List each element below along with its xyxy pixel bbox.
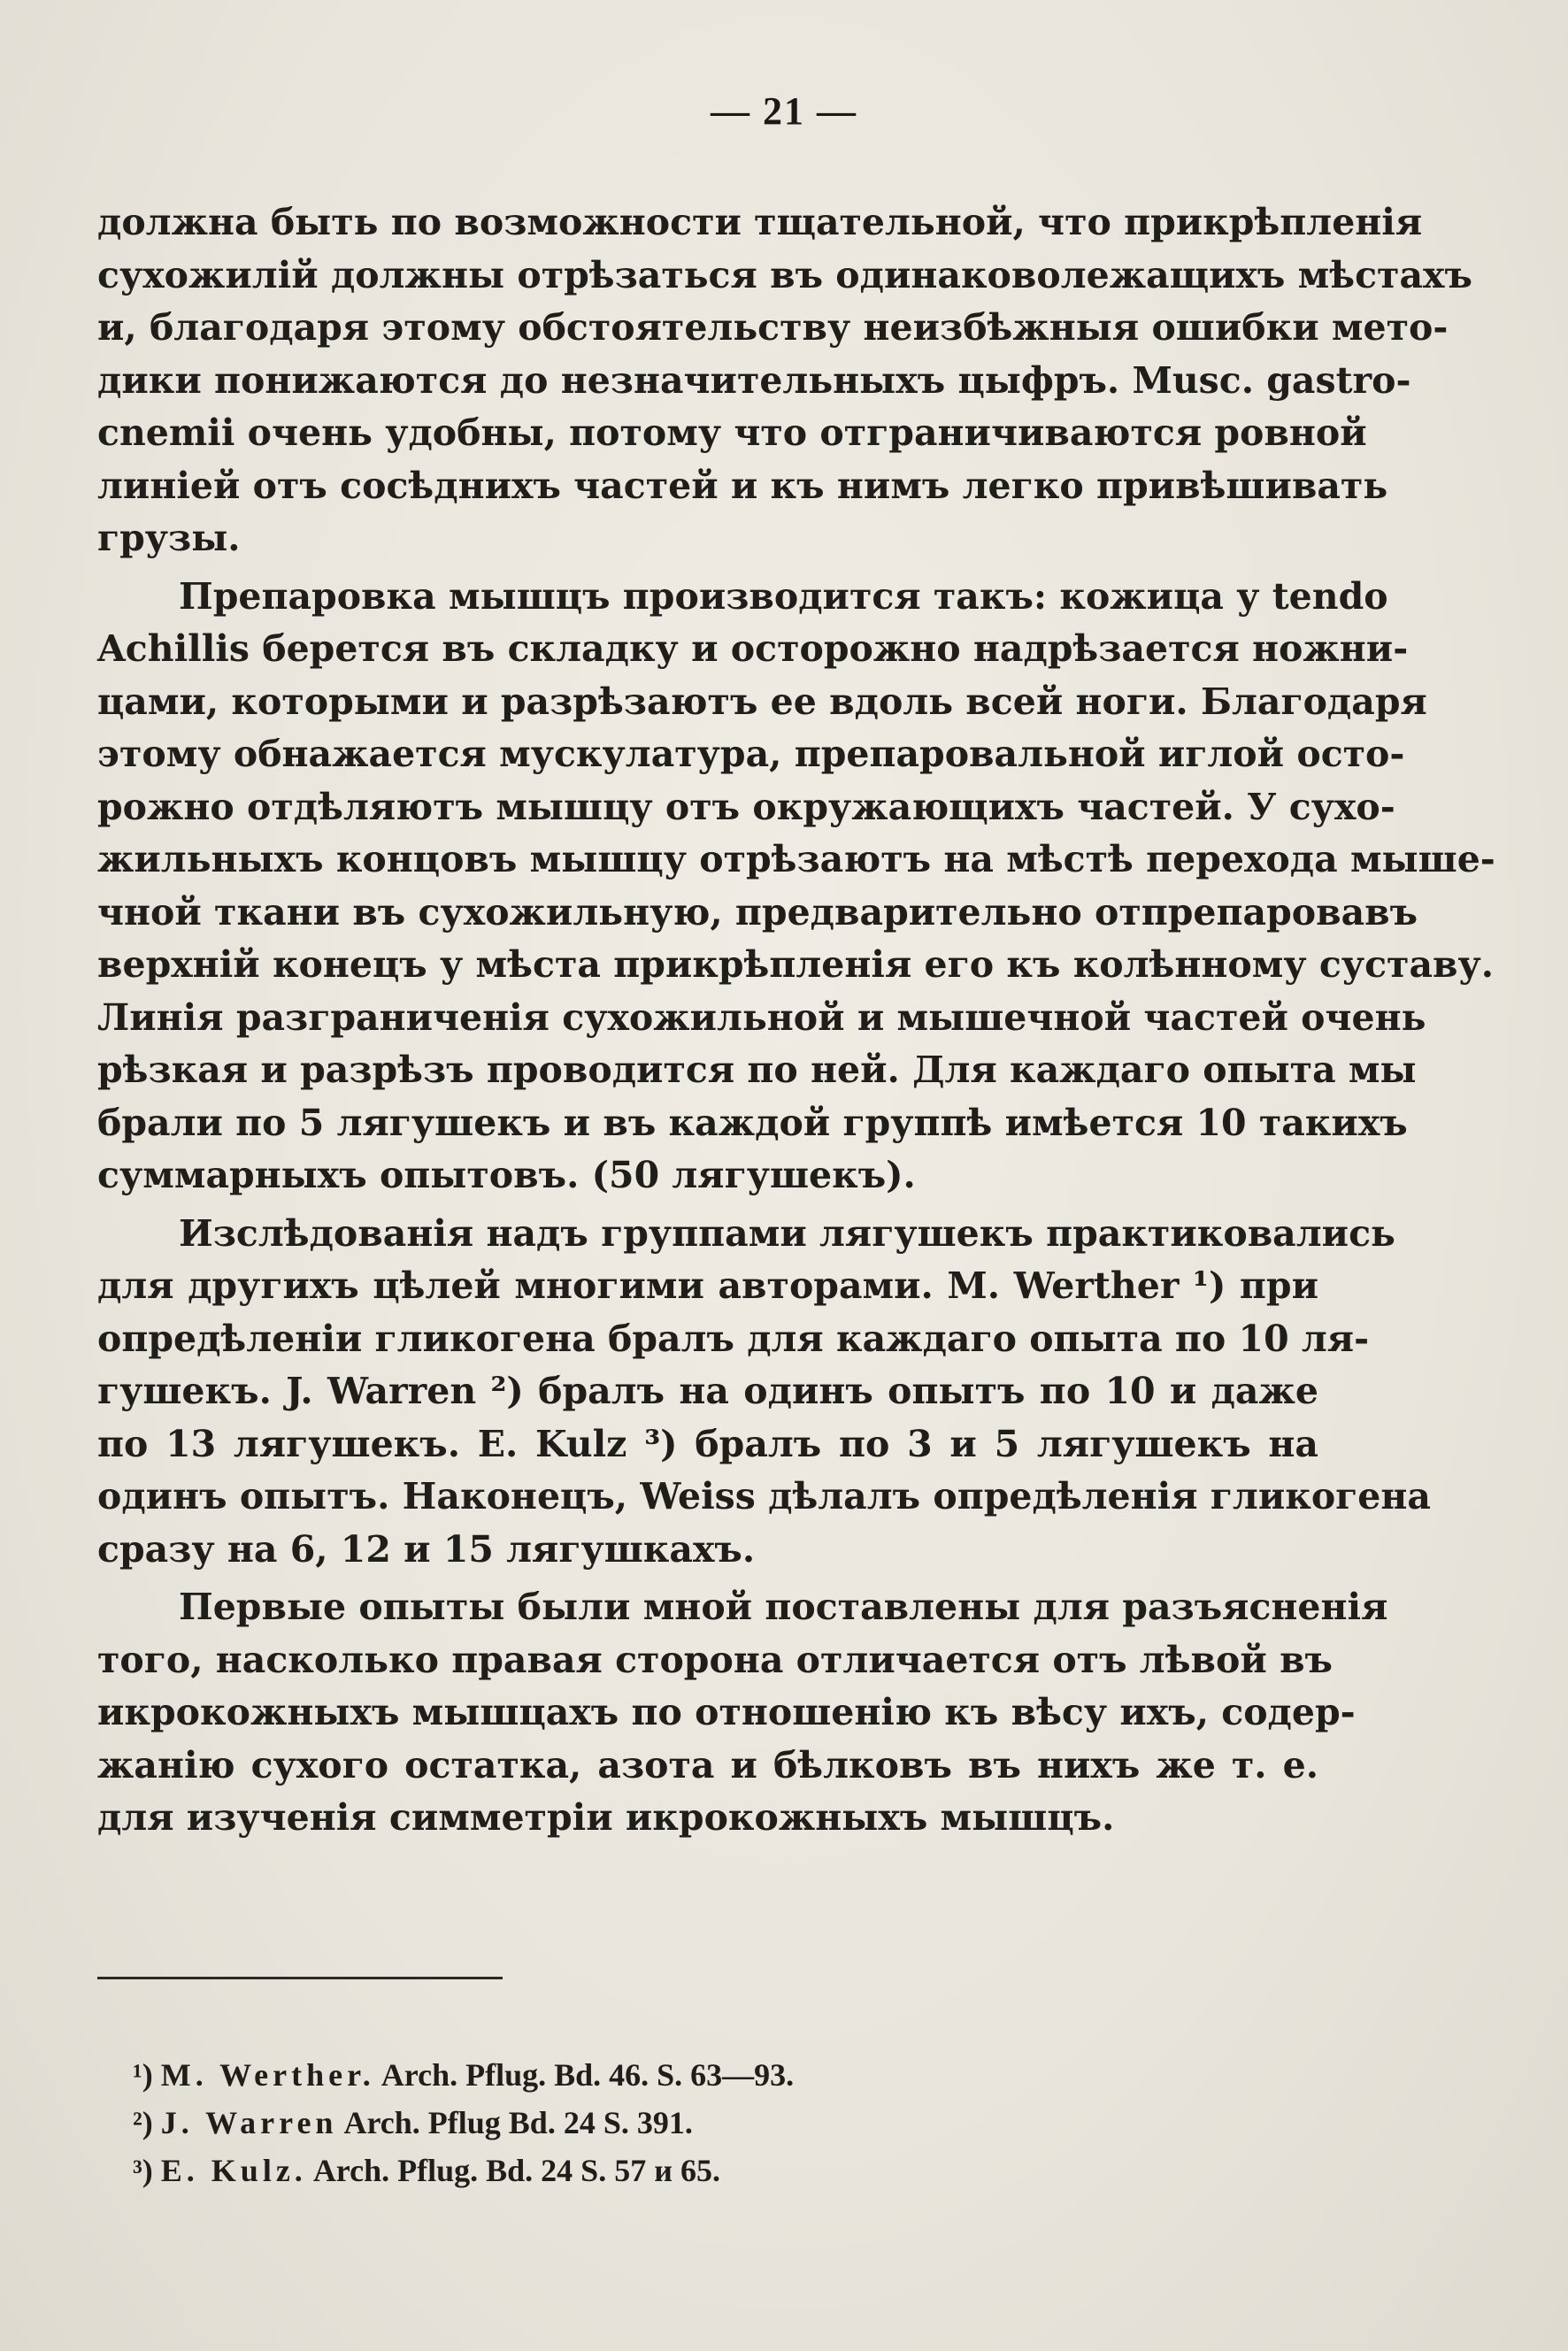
footnote-author: M. Werther. [160, 2057, 375, 2093]
footnote-mark: ²) [133, 2105, 153, 2140]
footnote-reference: Arch. Pflug. Bd. 24 S. 57 и 65. [312, 2153, 720, 2188]
body-text [97, 196, 1495, 1845]
text-line: опредѣленіи гликогена бралъ для каждаго опыта по 10 ля- [97, 1317, 1370, 1360]
text-line: линіей отъ сосѣднихъ частей и къ нимъ легко привѣшивать [97, 464, 1388, 507]
text-line: для другихъ цѣлей многими авторами. M. Werther ¹) при [97, 1264, 1318, 1307]
footnote-mark: ³) [133, 2153, 153, 2188]
text-line: Изслѣдованія надъ группами лягушекъ практиковались [179, 1211, 1395, 1255]
text-line: чной ткани въ сухожильную, предварительно отпрепаровавъ [97, 890, 1418, 933]
text-line: брали по 5 лягушекъ и въ каждой группѣ имѣется 10 такихъ [97, 1101, 1408, 1144]
text-line: цами, которыми и разрѣзаютъ ее вдоль всей ноги. Благодаря [97, 680, 1427, 723]
text-line: для изученія симметріи икрокожныхъ мышцъ. [97, 1796, 1115, 1839]
footnote-author: J. Warren [160, 2105, 338, 2140]
text-line: Achillis берется въ складку и осторожно надрѣзается ножни- [97, 627, 1409, 670]
text-line: сразу на 6, 12 и 15 лягушкахъ. [97, 1527, 756, 1571]
footnote [133, 2099, 1283, 2147]
text-line: одинъ опытъ. Наконецъ, Weiss дѣлалъ опредѣленія гликогена [97, 1475, 1431, 1517]
text-line: гушекъ. J. Warren ²) бралъ на одинъ опытъ по 10 и даже [97, 1370, 1318, 1412]
text-line: cnemii очень удобны, потому что отграничиваются ровной [97, 411, 1367, 454]
text-line: по 13 лягушекъ. E. Kulz ³) бралъ по 3 и 5 лягушекъ на [97, 1422, 1318, 1465]
footnote-mark: ¹) [133, 2057, 153, 2093]
text-line: должна быть по возможности тщательной, что прикрѣпленія [97, 201, 1423, 243]
text-line: и, благодаря этому обстоятельству неизбѣжныя ошибки мето- [97, 306, 1449, 349]
text-line: верхній конецъ у мѣста прикрѣпленія его къ колѣнному суставу. [97, 943, 1495, 986]
text-line: рожно отдѣляютъ мышцу отъ окружающихъ частей. У сухо- [97, 785, 1395, 828]
text-line: Препаровка мышцъ производится такъ: кожица у tendo [179, 574, 1388, 618]
text-line: того, насколько правая сторона отличается отъ лѣвой въ [97, 1638, 1334, 1681]
text-line: Линія разграниченія сухожильной и мышечной частей очень [97, 995, 1426, 1039]
text-line: жанію сухого остатка, азота и бѣлковъ въ нихъ же т. е. [97, 1743, 1318, 1786]
footnote-reference: Arch. Pflug Bd. 24 S. 391. [343, 2105, 693, 2140]
footnote [133, 2051, 1283, 2099]
footnote [133, 2147, 1283, 2194]
footnote-reference: Arch. Pflug. Bd. 46. S. 63—93. [380, 2057, 795, 2093]
footnote-author: E. Kulz. [160, 2153, 307, 2188]
text-line: Первые опыты были мной поставлены для разъясненія [179, 1586, 1388, 1628]
footnote-divider [97, 1977, 503, 1979]
text-line: рѣзкая и разрѣзъ проводится по ней. Для каждаго опыта мы [97, 1049, 1417, 1091]
footnotes [133, 2051, 1283, 2194]
paragraph [97, 196, 1472, 565]
text-line: грузы. [97, 517, 241, 559]
paragraph [97, 1581, 1388, 1845]
paragraph [97, 1208, 1431, 1577]
text-line: жильныхъ концовъ мышцу отрѣзаютъ на мѣстѣ перехода мыше- [97, 838, 1495, 880]
text-line: суммарныхъ опытовъ. (50 лягушекъ). [97, 1154, 916, 1196]
page-number: — 21 — [711, 89, 857, 133]
text-line: этому обнажается мускулатура, препаровальной иглой осто- [97, 733, 1405, 775]
paragraph [97, 571, 1495, 1202]
text-line: дики понижаются до незначительныхъ цыфръ. Musc. gastro- [97, 358, 1411, 402]
text-line: икрокожныхъ мышцахъ по отношенію къ вѣсу ихъ, содер- [97, 1691, 1356, 1733]
text-line: сухожилій должны отрѣзаться въ одинаковолежащихъ мѣстахъ [97, 253, 1472, 296]
